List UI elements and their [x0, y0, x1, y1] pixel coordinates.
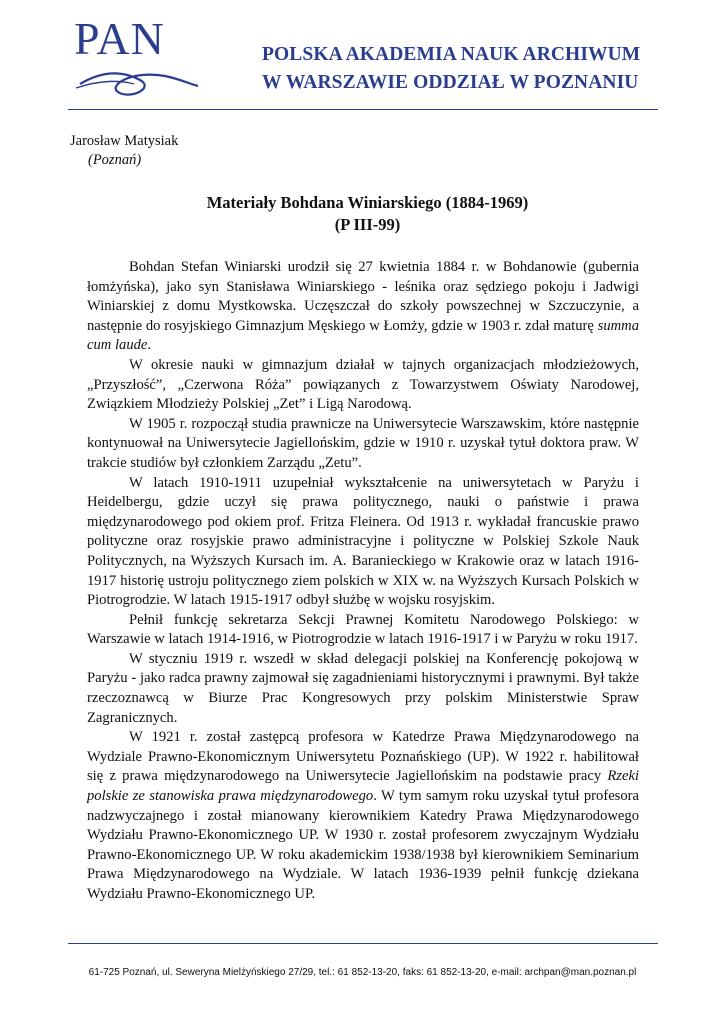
author-name: Jarosław Matysiak	[70, 133, 179, 149]
logo-text: PAN	[74, 13, 165, 64]
institution-name	[262, 41, 662, 97]
paragraph: W latach 1910-1911 uzupełniał wykształcenie na uniwersytetach w Paryżu i Heidelbergu, gdzie uczył się prawa politycznego, nauki o państwie i prawa międzynarodowego pod okiem prof. Fritza Fleinera. Od 1913 r. wykładał francuskie prawo polityczne oraz rosyjskie prawo administracyjne i polityczne w Polskiej Szkole Nauk Politycznych, na Wyższych Kursach im. A. Baranieckiego w Krakowie oraz w latach 1916-1917 historię ustroju politycznego ziem polskich w XIX w. na Wyższych Kursach Polskich w Piotrogrodzie. W latach 1915-1917 odbył służbę w wojsku rosyjskim.	[87, 474, 639, 609]
paragraph: W okresie nauki w gimnazjum działał w tajnych organizacjach młodzieżowych, „Przyszłość”, „Czerwona Róża” powiązanych z Towarzystwem Oświaty Narodowej, Związkiem Młodzieży Polskiej „Zet” i Ligą Narodową.	[87, 356, 639, 413]
title-line-1: Materiały Bohdana Winiarskiego (1884-1969)	[206, 193, 529, 212]
document-title	[70, 192, 665, 236]
paragraph: Bohdan Stefan Winiarski urodził się 27 kwietnia 1884 r. w Bohdanowie (gubernia łomżyńska), jako syn Stanisława Winiarskiego - leśnika oraz sędziego pokoju i Jadwigi Winiarskiej z domu Mystkowska. Uczęszczał do szkoły powszechnej w Szczuczynie, a następnie do rosyjskiego Gimnazjum Męskiego w Łomży, gdzie w 1903 r. zdał maturę summa cum laude.	[87, 259, 639, 354]
author-city: (Poznań)	[88, 152, 142, 168]
footer-divider	[68, 943, 658, 944]
document-body	[87, 258, 639, 905]
paragraph: Pełnił funkcję sekretarza Sekcji Prawnej Komitetu Narodowego Polskiego: w Warszawie w latach 1914-1916, w Piotrogrodzie w latach 1916-1917 i w Paryżu w roku 1917.	[87, 611, 639, 648]
header-divider	[68, 109, 658, 110]
pan-logo	[70, 14, 200, 104]
institution-line-1: POLSKA AKADEMIA NAUK ARCHIWUM	[262, 44, 641, 65]
title-line-2: (P III-99)	[334, 215, 401, 234]
paragraph: W 1905 r. rozpoczął studia prawnicze na Uniwersytecie Warszawskim, które następnie kontynuował na Uniwersytecie Jagiellońskim, gdzie w 1910 r. uzyskał tytuł doktora praw. W trakcie studiów był członkiem Zarządu „Zetu”.	[87, 415, 639, 471]
author-block	[70, 132, 178, 170]
footer-address: 61-725 Poznań, ul. Seweryna Mielżyńskiego 27/29, tel.: 61 852-13-20, faks: 61 852-13-20, e-mail: archpan@man.poznan.pl	[88, 967, 637, 978]
paragraph: W styczniu 1919 r. wszedł w skład delegacji polskiej na Konferencję pokojową w Paryżu - jako radca prawny zajmował się zagadnieniami historycznymi i prawnymi. Był także rzeczoznawcą w Biurze Prac Kongresowych przy polskim Ministerstwie Spraw Zagranicznych.	[87, 650, 639, 726]
logo-swirl-icon	[70, 14, 200, 104]
paragraph: W 1921 r. został zastępcą profesora w Katedrze Prawa Międzynarodowego na Wydziale Prawno-Ekonomicznym Uniwersytetu Poznańskiego (UP). W 1922 r. habilitował się z prawa międzynarodowego na Uniwersytecie Jagiellońskim na podstawie pracy Rzeki polskie ze stanowiska prawa międzynarodowego. W tym samym roku uzyskał tytuł profesora nadzwyczajnego i został mianowany kierownikiem Katedry Prawa Międzynarodowego Wydziału Prawno-Ekonomicznego UP. W 1930 r. został profesorem zwyczajnym Wydziału Prawno-Ekonomicznego UP. W roku akademickim 1938/1938 był kierownikiem Seminarium Prawa Międzynarodowego na Wydziale. W latach 1936-1939 pełnił funkcję dziekana Wydziału Prawno-Ekonomicznego UP.	[87, 729, 639, 902]
institution-line-2: W WARSZAWIE ODDZIAŁ W POZNANIU	[262, 72, 639, 93]
